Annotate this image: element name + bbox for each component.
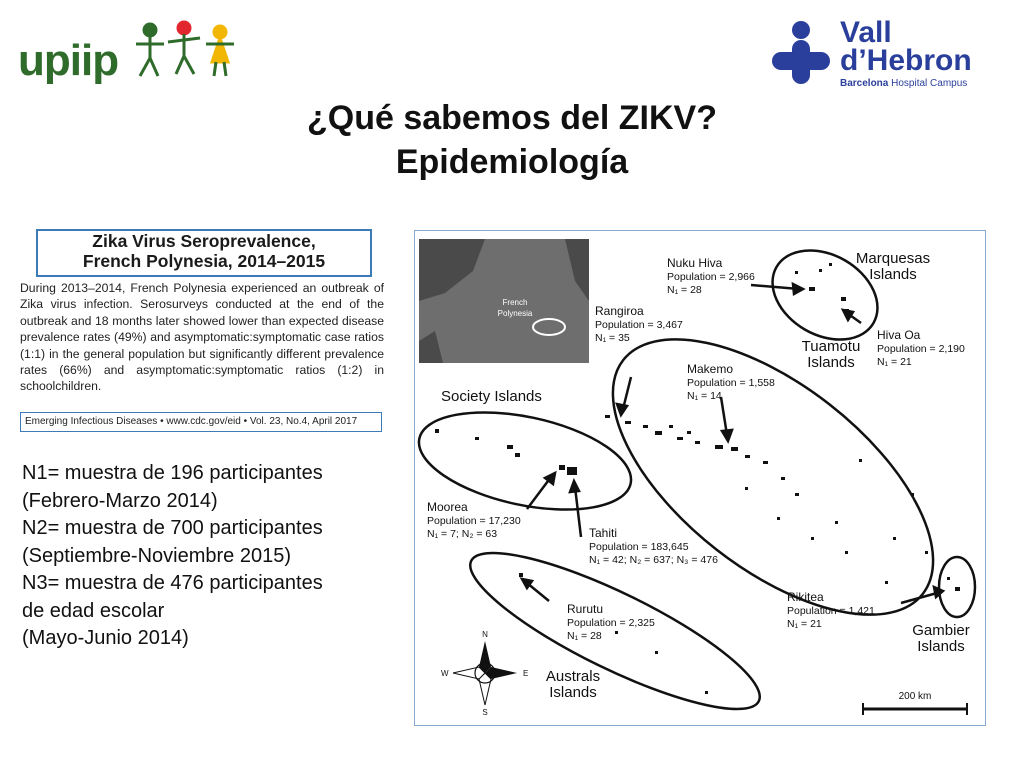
slide-title bbox=[0, 96, 1024, 184]
makemo-population: Population = 1,558 bbox=[687, 377, 775, 389]
makemo-n: N₁ = 14 bbox=[687, 390, 722, 402]
note-line: (Mayo-Junio 2014) bbox=[22, 627, 189, 649]
gambier-label-1: Gambier bbox=[912, 622, 970, 639]
scale-label: 200 km bbox=[898, 691, 932, 702]
logo-name-line2: d’Hebron bbox=[840, 44, 972, 77]
note-line: N3= muestra de 476 participantes bbox=[22, 572, 323, 594]
rangiroa-n: N₁ = 35 bbox=[595, 332, 630, 344]
excerpt-title-line1: Zika Virus Seroprevalence, bbox=[92, 231, 316, 251]
vall-dhebron-logo bbox=[768, 18, 1008, 88]
society-label: Society Islands bbox=[441, 388, 542, 405]
tuamotu-label-1: Tuamotu bbox=[801, 338, 861, 355]
hospital-cross-icon bbox=[768, 20, 834, 86]
rikitea-population: Population = 1,421 bbox=[787, 605, 875, 617]
moorea-name: Moorea bbox=[427, 500, 468, 514]
inset-label-1: French bbox=[502, 298, 528, 307]
map-graphic bbox=[415, 231, 985, 725]
hivaoa-name: Hiva Oa bbox=[877, 328, 921, 342]
rikitea-n: N₁ = 21 bbox=[787, 618, 822, 630]
rurutu-n: N₁ = 28 bbox=[567, 630, 602, 642]
tuamotu-label-2: Islands bbox=[807, 354, 855, 371]
pacific-inset-map bbox=[419, 239, 589, 363]
moorea-n: N₁ = 7; N₂ = 63 bbox=[427, 528, 498, 540]
rangiroa-population: Population = 3,467 bbox=[595, 319, 683, 331]
hivaoa-n: N₁ = 21 bbox=[877, 356, 912, 368]
scale-bar bbox=[863, 691, 967, 715]
nukuhiva-n: N₁ = 28 bbox=[667, 284, 702, 296]
note-line: (Febrero-Marzo 2014) bbox=[22, 489, 218, 512]
journal-excerpt bbox=[18, 226, 386, 438]
logo-subtitle: Barcelona Hospital Campus bbox=[840, 78, 968, 89]
moorea-population: Population = 17,230 bbox=[427, 515, 521, 527]
note-line: de edad escolar bbox=[22, 599, 165, 622]
compass-e: E bbox=[523, 669, 529, 678]
nukuhiva-name: Nuku Hiva bbox=[667, 256, 723, 270]
tahiti-population: Population = 183,645 bbox=[589, 541, 689, 553]
marquesas-label-2: Islands bbox=[869, 266, 917, 283]
note-line: N1= muestra de 196 participantes bbox=[22, 462, 323, 484]
makemo-name: Makemo bbox=[687, 362, 734, 376]
rangiroa-name: Rangiroa bbox=[595, 304, 644, 318]
tahiti-n: N₁ = 42; N₂ = 637; N₃ = 476 bbox=[589, 554, 718, 566]
note-line: (Septiembre-Noviembre 2015) bbox=[22, 544, 292, 567]
upiip-logo bbox=[18, 14, 248, 90]
tahiti-name: Tahiti bbox=[589, 526, 618, 540]
note-line: N2= muestra de 700 participantes bbox=[22, 517, 323, 539]
upiip-wordmark: upiip bbox=[18, 36, 119, 85]
inset-label-2: Polynesia bbox=[497, 309, 533, 318]
excerpt-body: During 2013–2014, French Polynesia experienced an outbreak of Zika virus infection. Serosurveys conducted at the end of the outbreak and 18 months later showed lower than expected disease prevalence rates (49%) and asymptomatic:symptomatic case ratios (1:1) in the general population but significantly different prevalence rates (66%) and asymptomatic:symptomatic ratios (1:2) in schoolchildren. bbox=[20, 281, 384, 394]
french-polynesia-map bbox=[414, 230, 986, 726]
hivaoa-population: Population = 2,190 bbox=[877, 343, 965, 355]
compass-rose-icon bbox=[441, 630, 528, 717]
excerpt-title-line2: French Polynesia, 2014–2015 bbox=[82, 251, 326, 271]
australs-label-1: Australs bbox=[545, 668, 601, 685]
rurutu-name: Rurutu bbox=[567, 602, 604, 616]
excerpt-citation: Emerging Infectious Diseases • www.cdc.gov/eid • Vol. 23, No.4, April 2017 bbox=[20, 412, 382, 432]
nukuhiva-population: Population = 2,966 bbox=[667, 271, 755, 283]
marquesas-label-1: Marquesas bbox=[855, 250, 931, 267]
compass-w: W bbox=[441, 669, 449, 678]
title-line1: ¿Qué sabemos del ZIKV? bbox=[307, 99, 717, 137]
title-line2: Epidemiología bbox=[395, 143, 629, 181]
compass-n: N bbox=[482, 630, 488, 639]
sample-notes bbox=[22, 460, 402, 653]
australs-label-2: Islands bbox=[549, 684, 597, 701]
rikitea-name: Rikitea bbox=[787, 590, 824, 604]
gambier-label-2: Islands bbox=[917, 638, 965, 655]
excerpt-title-box bbox=[36, 229, 372, 277]
children-figures-icon bbox=[122, 14, 248, 90]
rurutu-population: Population = 2,325 bbox=[567, 617, 655, 629]
logo-name-line1: Vall bbox=[840, 16, 892, 49]
compass-s: S bbox=[482, 708, 488, 717]
